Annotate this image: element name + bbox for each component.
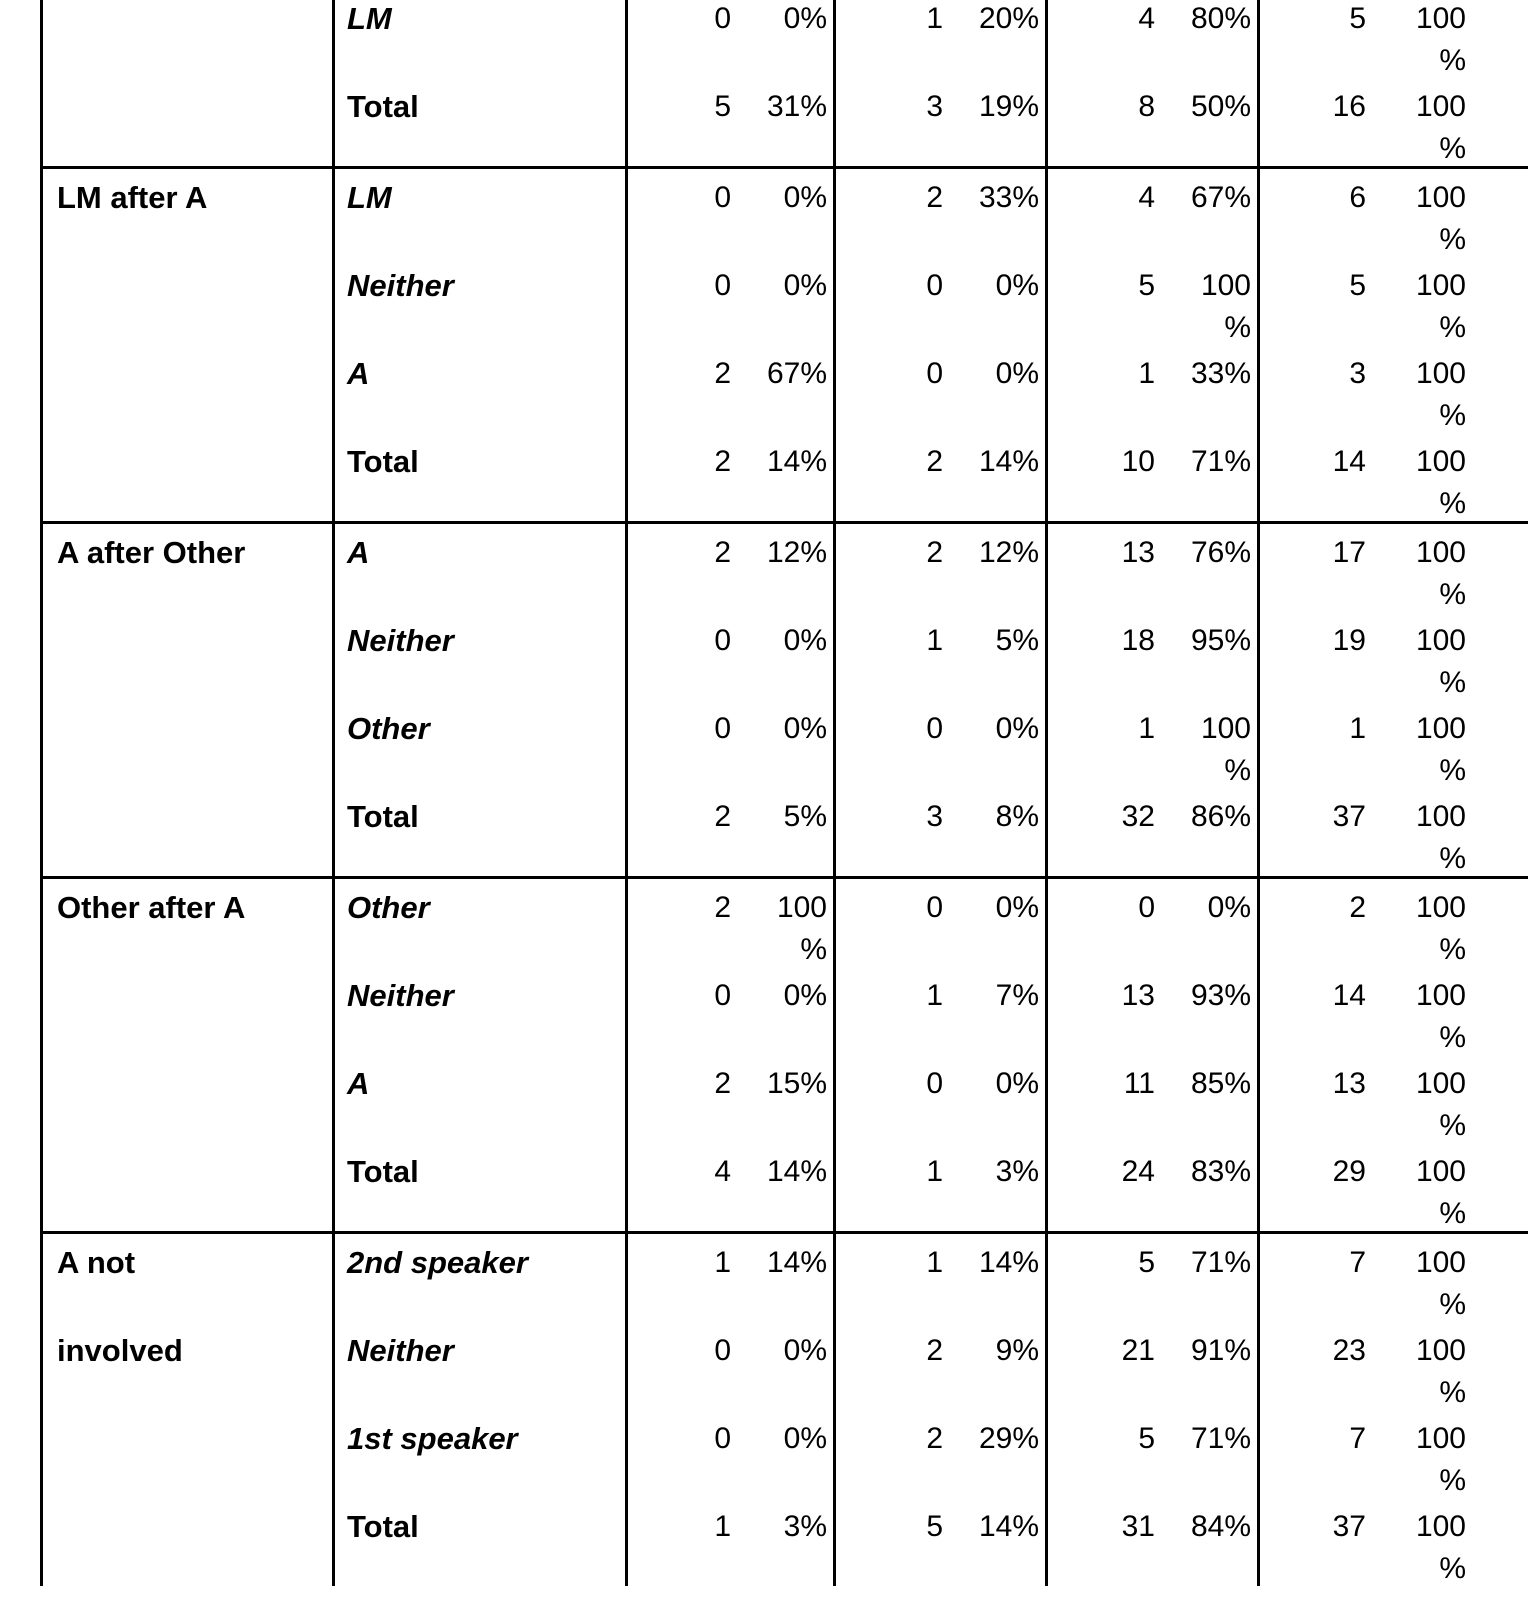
total-column-cell <box>1260 169 1528 257</box>
total-column-cell <box>1260 788 1528 876</box>
count-cell: 1 <box>926 2 943 35</box>
percent-cell: 100 % <box>1415 357 1466 432</box>
percent-cell: 19% <box>978 90 1039 123</box>
value-column-cell <box>628 700 836 788</box>
count-cell: 0 <box>926 269 943 302</box>
count-cell: 1 <box>714 1510 731 1543</box>
total-column-cell <box>1260 257 1528 345</box>
table-row <box>335 1234 1528 1322</box>
percent-cell: 31% <box>766 90 827 123</box>
count-cell: 0 <box>926 357 943 390</box>
row-label: A <box>335 1055 628 1143</box>
value-column-cell <box>1048 788 1260 876</box>
percent-cell: 100 % <box>1415 1334 1466 1409</box>
percent-cell: 95% <box>1190 624 1251 657</box>
count-cell: 2 <box>926 1422 943 1455</box>
value-column-cell <box>1048 78 1260 166</box>
percent-cell: 93% <box>1190 979 1251 1012</box>
total-column-cell <box>1260 78 1528 166</box>
group-label: A not involved <box>43 1234 335 1586</box>
count-cell: 2 <box>926 445 943 478</box>
count-cell: 5 <box>1349 269 1366 302</box>
row-label: Other <box>335 879 628 967</box>
count-cell: 37 <box>1332 1510 1366 1543</box>
percent-cell: 100 % <box>1415 800 1466 875</box>
value-column-cell <box>836 1498 1048 1586</box>
table-row <box>335 345 1528 433</box>
count-cell: 2 <box>926 536 943 569</box>
table-row <box>335 1143 1528 1231</box>
table-row <box>335 788 1528 876</box>
count-cell: 4 <box>1138 2 1155 35</box>
value-column-cell <box>628 879 836 967</box>
percent-cell: 0% <box>1207 891 1251 924</box>
count-cell: 2 <box>714 1067 731 1100</box>
total-column-cell <box>1260 1322 1528 1410</box>
percent-cell: 91% <box>1190 1334 1251 1367</box>
row-label: Total <box>335 788 628 876</box>
percent-cell: 14% <box>766 1155 827 1188</box>
value-column-cell <box>628 78 836 166</box>
value-column-cell <box>836 1234 1048 1322</box>
count-cell: 0 <box>714 2 731 35</box>
percent-cell: 100 % <box>1415 181 1466 256</box>
count-cell: 0 <box>714 269 731 302</box>
percent-cell: 80% <box>1190 2 1251 35</box>
total-column-cell <box>1260 524 1528 612</box>
value-column-cell <box>836 345 1048 433</box>
row-label: Neither <box>335 612 628 700</box>
percent-cell: 100 % <box>1415 1067 1466 1142</box>
value-column-cell <box>628 345 836 433</box>
percent-cell: 33% <box>1190 357 1251 390</box>
table-row <box>335 524 1528 612</box>
count-cell: 2 <box>714 445 731 478</box>
percent-cell: 12% <box>978 536 1039 569</box>
total-column-cell <box>1260 0 1528 78</box>
percent-cell: 12% <box>766 536 827 569</box>
count-cell: 13 <box>1332 1067 1366 1100</box>
table-group <box>43 0 1528 166</box>
table-row <box>335 1055 1528 1143</box>
row-label: LM <box>335 0 628 78</box>
table-row <box>335 1410 1528 1498</box>
count-cell: 3 <box>926 800 943 833</box>
percent-cell: 83% <box>1190 1155 1251 1188</box>
count-cell: 6 <box>1349 181 1366 214</box>
count-cell: 2 <box>714 891 731 924</box>
table-row <box>335 967 1528 1055</box>
count-cell: 0 <box>714 979 731 1012</box>
table-row <box>335 433 1528 521</box>
value-column-cell <box>628 1322 836 1410</box>
count-cell: 0 <box>926 891 943 924</box>
value-column-cell <box>628 967 836 1055</box>
percent-cell: 100 % <box>1200 712 1251 787</box>
total-column-cell <box>1260 433 1528 521</box>
count-cell: 3 <box>1349 357 1366 390</box>
count-cell: 32 <box>1121 800 1155 833</box>
percent-cell: 0% <box>995 712 1039 745</box>
value-column-cell <box>628 1055 836 1143</box>
value-column-cell <box>836 1143 1048 1231</box>
percent-cell: 14% <box>978 1510 1039 1543</box>
value-column-cell <box>1048 257 1260 345</box>
group-label <box>43 0 335 166</box>
percent-cell: 100 % <box>1415 712 1466 787</box>
count-cell: 14 <box>1332 445 1366 478</box>
count-cell: 5 <box>926 1510 943 1543</box>
value-column-cell <box>836 169 1048 257</box>
value-column-cell <box>628 612 836 700</box>
row-label: 2nd speaker <box>335 1234 628 1322</box>
count-cell: 5 <box>1138 1246 1155 1279</box>
percent-cell: 100 % <box>1415 90 1466 165</box>
value-column-cell <box>1048 1143 1260 1231</box>
total-column-cell <box>1260 700 1528 788</box>
percent-cell: 14% <box>978 445 1039 478</box>
count-cell: 4 <box>714 1155 731 1188</box>
percent-cell: 0% <box>783 181 827 214</box>
count-cell: 4 <box>1138 181 1155 214</box>
table-group <box>43 166 1528 521</box>
count-cell: 2 <box>714 357 731 390</box>
percent-cell: 100 % <box>1200 269 1251 344</box>
row-label: Neither <box>335 967 628 1055</box>
percent-cell: 3% <box>995 1155 1039 1188</box>
group-label: Other after A <box>43 879 335 1231</box>
count-cell: 1 <box>926 1246 943 1279</box>
percent-cell: 100 % <box>1415 891 1466 966</box>
percent-cell: 0% <box>995 269 1039 302</box>
table-group <box>43 521 1528 876</box>
percent-cell: 0% <box>783 269 827 302</box>
total-column-cell <box>1260 1234 1528 1322</box>
value-column-cell <box>836 700 1048 788</box>
percent-cell: 9% <box>995 1334 1039 1367</box>
percent-cell: 0% <box>783 1334 827 1367</box>
count-cell: 0 <box>714 624 731 657</box>
percent-cell: 100 % <box>1415 269 1466 344</box>
percent-cell: 33% <box>978 181 1039 214</box>
group-label: LM after A <box>43 169 335 521</box>
count-cell: 5 <box>714 90 731 123</box>
value-column-cell <box>836 1055 1048 1143</box>
value-column-cell <box>836 788 1048 876</box>
table-row <box>335 879 1528 967</box>
count-cell: 37 <box>1332 800 1366 833</box>
row-label: A <box>335 345 628 433</box>
row-label: 1st speaker <box>335 1410 628 1498</box>
percent-cell: 14% <box>766 1246 827 1279</box>
row-label: LM <box>335 169 628 257</box>
table-row <box>335 1498 1528 1586</box>
value-column-cell <box>1048 0 1260 78</box>
value-column-cell <box>1048 433 1260 521</box>
count-cell: 24 <box>1121 1155 1155 1188</box>
value-column-cell <box>628 1498 836 1586</box>
percent-cell: 15% <box>766 1067 827 1100</box>
percent-cell: 100 % <box>1415 536 1466 611</box>
value-column-cell <box>836 433 1048 521</box>
percent-cell: 14% <box>766 445 827 478</box>
percent-cell: 100 % <box>1415 2 1466 77</box>
value-column-cell <box>1048 169 1260 257</box>
count-cell: 2 <box>926 1334 943 1367</box>
percent-cell: 14% <box>978 1246 1039 1279</box>
count-cell: 3 <box>926 90 943 123</box>
count-cell: 5 <box>1138 269 1155 302</box>
percent-cell: 5% <box>995 624 1039 657</box>
row-label: Total <box>335 78 628 166</box>
percent-cell: 86% <box>1190 800 1251 833</box>
percent-cell: 71% <box>1190 445 1251 478</box>
count-cell: 0 <box>714 1334 731 1367</box>
value-column-cell <box>836 1410 1048 1498</box>
count-cell: 1 <box>1138 357 1155 390</box>
count-cell: 8 <box>1138 90 1155 123</box>
percent-cell: 5% <box>783 800 827 833</box>
count-cell: 14 <box>1332 979 1366 1012</box>
percent-cell: 29% <box>978 1422 1039 1455</box>
value-column-cell <box>1048 524 1260 612</box>
percent-cell: 50% <box>1190 90 1251 123</box>
percent-cell: 100 % <box>1415 979 1466 1054</box>
count-cell: 19 <box>1332 624 1366 657</box>
total-column-cell <box>1260 967 1528 1055</box>
value-column-cell <box>836 257 1048 345</box>
count-cell: 0 <box>714 1422 731 1455</box>
percent-cell: 20% <box>978 2 1039 35</box>
table-group <box>43 1231 1528 1586</box>
table-row <box>335 1322 1528 1410</box>
total-column-cell <box>1260 345 1528 433</box>
value-column-cell <box>628 788 836 876</box>
value-column-cell <box>836 0 1048 78</box>
count-cell: 5 <box>1349 2 1366 35</box>
percent-cell: 0% <box>995 357 1039 390</box>
count-cell: 31 <box>1121 1510 1155 1543</box>
value-column-cell <box>628 1234 836 1322</box>
count-cell: 7 <box>1349 1422 1366 1455</box>
count-cell: 0 <box>926 712 943 745</box>
count-cell: 2 <box>714 536 731 569</box>
table-group <box>43 876 1528 1231</box>
percent-cell: 0% <box>783 2 827 35</box>
count-cell: 18 <box>1121 624 1155 657</box>
count-cell: 16 <box>1332 90 1366 123</box>
percent-cell: 3% <box>783 1510 827 1543</box>
count-cell: 17 <box>1332 536 1366 569</box>
count-cell: 0 <box>714 712 731 745</box>
row-label: Total <box>335 1143 628 1231</box>
row-label: Neither <box>335 1322 628 1410</box>
crosstab-table <box>40 0 1528 1586</box>
value-column-cell <box>836 879 1048 967</box>
count-cell: 1 <box>926 624 943 657</box>
count-cell: 2 <box>714 800 731 833</box>
percent-cell: 100 % <box>1415 445 1466 520</box>
value-column-cell <box>628 524 836 612</box>
value-column-cell <box>1048 1498 1260 1586</box>
percent-cell: 8% <box>995 800 1039 833</box>
row-label: Other <box>335 700 628 788</box>
value-column-cell <box>1048 612 1260 700</box>
row-label: A <box>335 524 628 612</box>
count-cell: 1 <box>714 1246 731 1279</box>
percent-cell: 0% <box>783 624 827 657</box>
value-column-cell <box>1048 1410 1260 1498</box>
row-label: Total <box>335 1498 628 1586</box>
total-column-cell <box>1260 879 1528 967</box>
total-column-cell <box>1260 1498 1528 1586</box>
total-column-cell <box>1260 1143 1528 1231</box>
percent-cell: 71% <box>1190 1246 1251 1279</box>
percent-cell: 100 % <box>776 891 827 966</box>
table-row <box>335 0 1528 78</box>
percent-cell: 71% <box>1190 1422 1251 1455</box>
count-cell: 1 <box>926 1155 943 1188</box>
value-column-cell <box>1048 1055 1260 1143</box>
percent-cell: 84% <box>1190 1510 1251 1543</box>
count-cell: 11 <box>1123 1067 1155 1100</box>
value-column-cell <box>628 257 836 345</box>
count-cell: 7 <box>1349 1246 1366 1279</box>
count-cell: 2 <box>926 181 943 214</box>
count-cell: 10 <box>1121 445 1155 478</box>
value-column-cell <box>628 1410 836 1498</box>
count-cell: 1 <box>1349 712 1366 745</box>
value-column-cell <box>1048 345 1260 433</box>
value-column-cell <box>1048 1234 1260 1322</box>
count-cell: 5 <box>1138 1422 1155 1455</box>
value-column-cell <box>836 1322 1048 1410</box>
total-column-cell <box>1260 1055 1528 1143</box>
total-column-cell <box>1260 612 1528 700</box>
percent-cell: 85% <box>1190 1067 1251 1100</box>
value-column-cell <box>628 0 836 78</box>
value-column-cell <box>628 433 836 521</box>
row-label: Total <box>335 433 628 521</box>
value-column-cell <box>836 78 1048 166</box>
percent-cell: 100 % <box>1415 624 1466 699</box>
value-column-cell <box>628 169 836 257</box>
count-cell: 1 <box>1138 712 1155 745</box>
count-cell: 0 <box>926 1067 943 1100</box>
group-label: A after Other <box>43 524 335 876</box>
percent-cell: 67% <box>1190 181 1251 214</box>
percent-cell: 0% <box>995 891 1039 924</box>
value-column-cell <box>1048 879 1260 967</box>
count-cell: 29 <box>1332 1155 1366 1188</box>
count-cell: 23 <box>1332 1334 1366 1367</box>
count-cell: 0 <box>1138 891 1155 924</box>
percent-cell: 7% <box>995 979 1039 1012</box>
table-row <box>335 612 1528 700</box>
percent-cell: 0% <box>783 1422 827 1455</box>
table-row <box>335 257 1528 345</box>
table-row <box>335 700 1528 788</box>
count-cell: 21 <box>1121 1334 1155 1367</box>
percent-cell: 67% <box>766 357 827 390</box>
percent-cell: 0% <box>783 979 827 1012</box>
percent-cell: 0% <box>995 1067 1039 1100</box>
count-cell: 13 <box>1121 536 1155 569</box>
count-cell: 2 <box>1349 891 1366 924</box>
total-column-cell <box>1260 1410 1528 1498</box>
percent-cell: 100 % <box>1415 1510 1466 1585</box>
value-column-cell <box>628 1143 836 1231</box>
count-cell: 1 <box>926 979 943 1012</box>
count-cell: 13 <box>1121 979 1155 1012</box>
value-column-cell <box>836 967 1048 1055</box>
value-column-cell <box>1048 700 1260 788</box>
percent-cell: 100 % <box>1415 1155 1466 1230</box>
percent-cell: 100 % <box>1415 1422 1466 1497</box>
percent-cell: 0% <box>783 712 827 745</box>
percent-cell: 76% <box>1190 536 1251 569</box>
value-column-cell <box>1048 1322 1260 1410</box>
table-row <box>335 78 1528 166</box>
value-column-cell <box>1048 967 1260 1055</box>
table-row <box>335 169 1528 257</box>
value-column-cell <box>836 524 1048 612</box>
row-label: Neither <box>335 257 628 345</box>
value-column-cell <box>836 612 1048 700</box>
percent-cell: 100 % <box>1415 1246 1466 1321</box>
count-cell: 0 <box>714 181 731 214</box>
